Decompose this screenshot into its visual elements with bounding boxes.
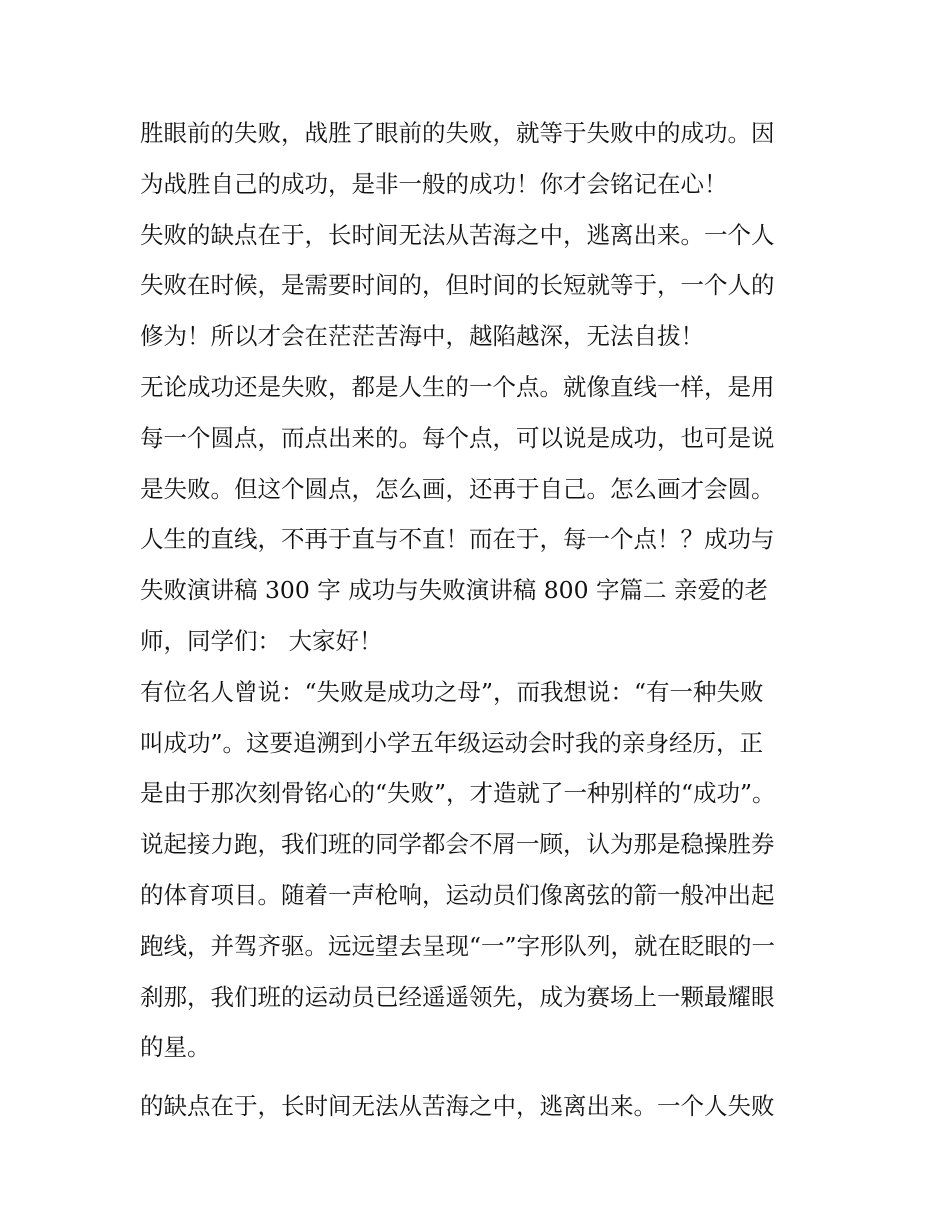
text-line-17: 跑线，并驾齐驱。远远望去呈现“一”字形队列，就在眨眼的一 <box>140 931 776 960</box>
text-line-12: 有位名人曾说：“失败是成功之母”，而我想说：“有一种失败 <box>140 677 764 706</box>
body-text <box>140 108 830 1132</box>
text-line-trailing: 的缺点在于，长时间无法从苦海之中，逃离出来。一个人失败 <box>140 1092 775 1121</box>
text-line-14: 是由于那次刻骨铭心的“失败”，才造就了一种别样的“成功”。 <box>140 779 776 808</box>
text-line-9: 人生的直线，不再于直与不直！而在于，每一个点！？成功与 <box>140 525 775 554</box>
text-line-16: 的体育项目。随着一声枪响，运动员们像离弦的箭一般冲出起 <box>140 880 775 909</box>
text-line-3: 失败的缺点在于，长时间无法从苦海之中，逃离出来。一个人 <box>140 220 775 249</box>
text-line-13: 叫成功”。这要追溯到小学五年级运动会时我的亲身经历，正 <box>140 728 764 757</box>
text-line-6: 无论成功还是失败，都是人生的一个点。就像直线一样，是用 <box>140 372 775 401</box>
text-line-4: 失败在时候，是需要时间的，但时间的长短就等于，一个人的 <box>140 271 775 300</box>
text-line-1: 胜眼前的失败，战胜了眼前的失败，就等于失败中的成功。因 <box>140 119 775 147</box>
text-line-19: 的星。 <box>140 1033 211 1062</box>
text-line-11: 师，同学们： 大家好！ <box>140 626 383 655</box>
text-line-8: 是失败。但这个圆点，怎么画，还再于自己。怎么画才会圆。 <box>140 474 775 503</box>
paragraph-gap <box>140 1073 830 1081</box>
text-line-15: 说起接力跑，我们班的同学都会不屑一顾，认为那是稳操胜券 <box>140 830 775 859</box>
text-line-10: 失败演讲稿 300 字 成功与失败演讲稿 800 字篇二 亲爱的老 <box>140 576 769 605</box>
text-line-7: 每一个圆点，而点出来的。每个点，可以说是成功，也可是说 <box>140 423 775 452</box>
text-line-2: 为战胜自己的成功，是非一般的成功！你才会铭记在心！ <box>140 169 728 198</box>
text-line-5: 修为！所以才会在茫茫苦海中，越陷越深，无法自拔！ <box>140 322 704 351</box>
text-line-18: 刹那，我们班的运动员已经遥遥领先，成为赛场上一颗最耀眼 <box>140 982 775 1011</box>
